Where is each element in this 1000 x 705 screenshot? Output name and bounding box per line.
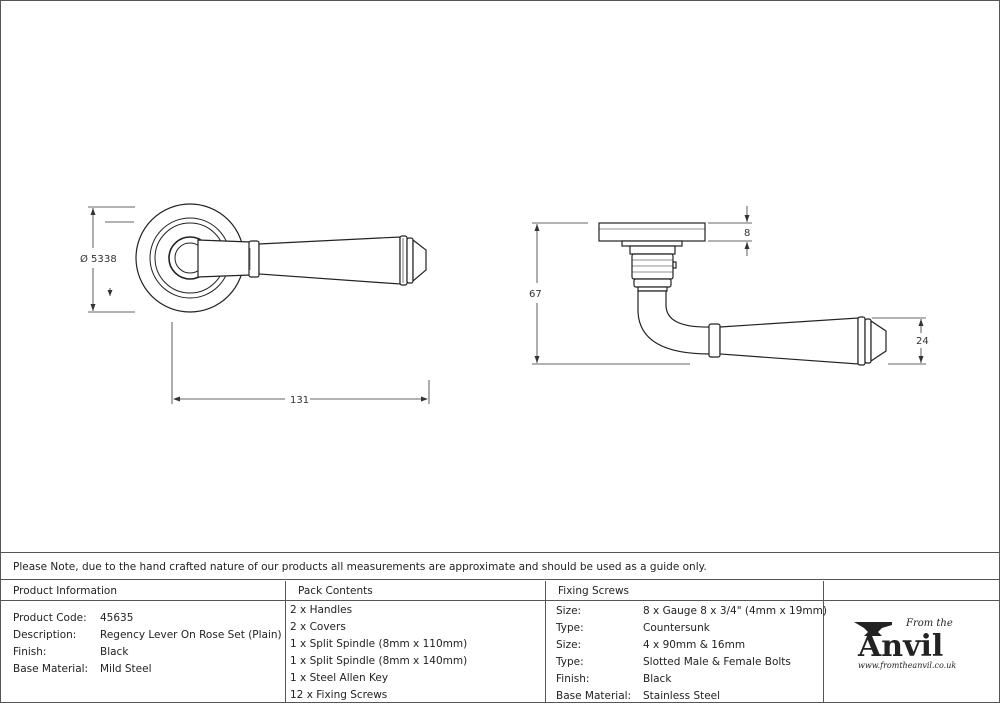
dim-rose-diameter: Ø 53 bbox=[80, 254, 104, 265]
table-row: Size: 8 x Gauge 8 x 3/4" (4mm x 19mm) bbox=[556, 605, 827, 617]
fixing-screws-heading: Fixing Screws bbox=[558, 585, 630, 597]
product-info-table bbox=[13, 610, 282, 678]
list-item: 2 x Handles bbox=[290, 604, 353, 616]
dim-overall-height: 67 bbox=[529, 289, 542, 300]
logo-url: www.fromtheanvil.co.uk bbox=[858, 661, 957, 670]
product-info-heading: Product Information bbox=[13, 585, 117, 597]
pack-contents-heading: Pack Contents bbox=[298, 585, 373, 597]
lever-end-cap bbox=[413, 240, 426, 281]
table-row: Size: 4 x 90mm & 16mm bbox=[556, 639, 746, 651]
front-view bbox=[136, 204, 426, 312]
table-row: Type: Countersunk bbox=[556, 622, 710, 634]
side-lever-body bbox=[720, 318, 858, 364]
table-row: Finish: Black bbox=[556, 673, 672, 685]
table-row: Finish: Black bbox=[13, 646, 129, 658]
dim-rose-thickness: 8 bbox=[744, 228, 751, 239]
dim-lever-height: 24 bbox=[916, 336, 929, 347]
table-row: Base Material: Mild Steel bbox=[13, 663, 152, 675]
rose-plate bbox=[599, 223, 705, 241]
logo-from-the: From the bbox=[906, 618, 953, 629]
lever-body bbox=[259, 237, 400, 284]
fixing-screws-table bbox=[556, 603, 827, 705]
divider bbox=[285, 581, 286, 703]
divider bbox=[545, 581, 546, 703]
lever-neck bbox=[638, 291, 710, 354]
table-row: Base Material: Stainless Steel bbox=[556, 690, 721, 702]
front-dimensions bbox=[88, 207, 429, 404]
list-item: 12 x Fixing Screws bbox=[290, 689, 388, 701]
list-item: 1 x Split Spindle (8mm x 110mm) bbox=[290, 638, 468, 650]
dim-rose-inner: 38 bbox=[104, 254, 117, 265]
pack-contents-list bbox=[290, 602, 467, 704]
table-header-line bbox=[1, 581, 999, 601]
from-the-anvil-logo bbox=[852, 610, 982, 680]
table-row: Product Code: 45635 bbox=[13, 612, 134, 624]
logo-brand: Anvil bbox=[858, 629, 944, 664]
list-item: 1 x Steel Allen Key bbox=[290, 672, 389, 684]
measurement-note: Please Note, due to the hand crafted nature of our products all measurements are approximate and should be used as a guide only. bbox=[1, 552, 999, 580]
table-row: Description: Regency Lever On Rose Set (Plain) bbox=[13, 629, 282, 641]
front-dim-arrows bbox=[91, 208, 429, 402]
table-row: Type: Slotted Male & Female Bolts bbox=[556, 656, 791, 668]
list-item: 2 x Covers bbox=[290, 621, 346, 633]
list-item: 1 x Split Spindle (8mm x 140mm) bbox=[290, 655, 468, 667]
side-view bbox=[599, 223, 886, 365]
dim-lever-length: 131 bbox=[290, 395, 310, 406]
